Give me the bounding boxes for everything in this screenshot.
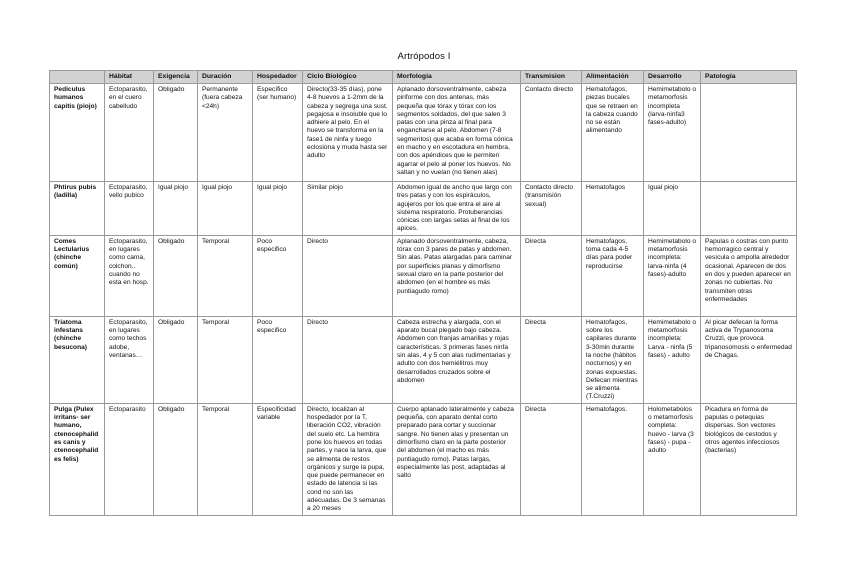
- cell-alimentacion: Hematofagos, toma cada 4-5 días para poder reproducirse: [582, 235, 644, 316]
- cell-ciclo: Similar piojo: [303, 182, 393, 236]
- cell-alimentacion: Hematofagos, sobre los capilares durante 3-30min durante la noche (hábitos nocturnos) y en zonas expuestas. Defecan mientras se alimenta (T.Cruzzi): [582, 316, 644, 403]
- cell-transmision: Contacto directo (transmisión sexual): [521, 182, 582, 236]
- cell-transmision: Contacto directo: [521, 84, 582, 182]
- table-header-row: [50, 71, 797, 84]
- cell-name: Comes Lectularius (chinche común): [50, 235, 105, 316]
- arthropod-table: [49, 70, 797, 516]
- header-cell-morfologia: Morfología: [393, 71, 521, 84]
- cell-exigencia: Obligado: [154, 235, 198, 316]
- cell-alimentacion: Hematofagos: [582, 182, 644, 236]
- header-cell-exigencia: Exigencia: [154, 71, 198, 84]
- table-row: [50, 235, 797, 316]
- cell-habitat: Ectoparasito, en lugares como techos adobe, ventanas…: [105, 316, 154, 403]
- cell-alimentacion: Hematofagos.: [582, 403, 644, 515]
- cell-morfologia: Aplanado dorsoventralmente, cabeza, tórax con 3 pares de patas y abdomen. Sin alas. Patas alargadas para caminar por superficies planas y dimorfismo sexual claro en la parte posterior del abdomen (en el hombre es más puntiagudo romo): [393, 235, 521, 316]
- cell-morfologia: Aplanado dorsoventralmente, cabeza piriforme con dos antenas, más pequeña que tórax y tórax con los segmentos soldados, del que salen 3 patas con una pinza al final para engancharse al pelo. Abdomen (7-8 segmentos) que acaba en forma cónica en macho y en escotadura en hembra, con dos apéndices que le permiten agarrar el pelo al poner los huevos. No saltan y no vuelan (no tienen alas): [393, 84, 521, 182]
- cell-transmision: Directa: [521, 316, 582, 403]
- cell-duracion: Temporal: [198, 235, 253, 316]
- cell-hospedador: Especificidad variable: [253, 403, 303, 515]
- cell-patologia: Papulas o costras con punto hemorragico central y vesícula o ampolla alrededor ocasional. Aparecen de dos en dos y pueden aparecer en zonas no cubiertas. No transmiten otras enfermedades: [701, 235, 797, 316]
- header-cell-patologia: Patología: [701, 71, 797, 84]
- header-cell-ciclo: Ciclo Biológico: [303, 71, 393, 84]
- header-cell-habitat: Hábitat: [105, 71, 154, 84]
- cell-morfologia: Abdomen igual de ancho que largo con tres patas y con los espiráculos, agujeros por los que entra el aire al sistema respiratorio. Protuberancias cónicas con largas setas al final de los apices.: [393, 182, 521, 236]
- cell-ciclo: Directo(33-35 días), pone 4-8 huevos a 1-2mm de la cabeza y segrega una sust. pegajosa e insoluble que lo adhiere al pelo. En el huevo se transforma en la fase1 de ninfa y luego eclosiona y muda hasta ser adulto: [303, 84, 393, 182]
- cell-morfologia: Cuerpo aplanado lateralmente y cabeza pequeña, con aparato dental corto preparado para cortar y succionar sangre. No tienen alas y presentan un dimorfismo claro en la parte posterior del abdomen (el macho es más puntiagudo romo). Patas largas, especialmente las post, adaptadas al salto: [393, 403, 521, 515]
- page-title: Artrópodos I: [397, 51, 451, 62]
- cell-exigencia: Obligado: [154, 316, 198, 403]
- cell-alimentacion: Hematofagos, piezas bucales que se retraen en la cabeza cuando no se están alimentando: [582, 84, 644, 182]
- cell-duracion: Igual piojo: [198, 182, 253, 236]
- cell-patologia: [701, 84, 797, 182]
- cell-name: Phtirus pubis (ladilla): [50, 182, 105, 236]
- cell-hospedador: Poco especifico: [253, 235, 303, 316]
- cell-hospedador: Igual piojo: [253, 182, 303, 236]
- cell-desarrollo: Hemimetabolo o metamorfosis incompleta (larva-ninfa3 fases-adulto): [644, 84, 701, 182]
- cell-exigencia: Obligado: [154, 84, 198, 182]
- cell-habitat: Ectoparasito, vello pubico: [105, 182, 154, 236]
- cell-desarrollo: Holometabolos o metamorfosis completa: huevo - larva (3 fases) - pupa - adulto: [644, 403, 701, 515]
- cell-patologia: Al picar defecan la forma activa de Trypanosoma Cruzzi, que provoca tripanosomosis o enfermedad de Chagas.: [701, 316, 797, 403]
- cell-desarrollo: Hemimetabolo o metamorfosis incompleta: larva-ninfa (4 fases)-adulto: [644, 235, 701, 316]
- cell-duracion: Temporal: [198, 403, 253, 515]
- cell-habitat: Ectoparasito, en lugares como cama, colchon.. cuando no esta en hosp.: [105, 235, 154, 316]
- cell-duracion: Temporal: [198, 316, 253, 403]
- cell-name: Pediculus humanos capitis (piojo): [50, 84, 105, 182]
- cell-ciclo: Directo: [303, 316, 393, 403]
- cell-morfologia: Cabeza estrecha y alargada, con el aparato bucal plegado bajo cabeza. Abdomen con franjas amarillas y rojas características. 3 primeras fases ninfa sin alas, 4 y 5 con alas rudimentarias y adulto con dos hemiélitros muy desarrollados cruzados sobre el abdomen: [393, 316, 521, 403]
- cell-transmision: Directa: [521, 235, 582, 316]
- cell-patologia: [701, 182, 797, 236]
- header-cell-name: [50, 71, 105, 84]
- cell-transmision: Directa: [521, 403, 582, 515]
- header-cell-desarrollo: Desarrollo: [644, 71, 701, 84]
- header-cell-transmision: Transmision: [521, 71, 582, 84]
- table-row: [50, 84, 797, 182]
- cell-name: Triatoma infestans (chinche besucona): [50, 316, 105, 403]
- header-cell-alimentacion: Alimentación: [582, 71, 644, 84]
- cell-hospedador: Específico (ser humano): [253, 84, 303, 182]
- cell-name: Pulga (Pulex irritans- ser humano, ctenocephalides canis y ctenocephalides felis): [50, 403, 105, 515]
- table-row: [50, 403, 797, 515]
- cell-desarrollo: Igual piojo: [644, 182, 701, 236]
- cell-habitat: Ectoparasito, en el cuero cabelludo: [105, 84, 154, 182]
- cell-habitat: Ectoparasito: [105, 403, 154, 515]
- cell-ciclo: Directo: [303, 235, 393, 316]
- cell-exigencia: Obligado: [154, 403, 198, 515]
- cell-hospedador: Poco especifico: [253, 316, 303, 403]
- table-row: [50, 316, 797, 403]
- cell-exigencia: Igual piojo: [154, 182, 198, 236]
- cell-desarrollo: Hemimetabolo o metamorfosis incompleta: Larva - ninfa (5 fases) - adulto: [644, 316, 701, 403]
- cell-ciclo: Directo, localizan al hospedador por la T, liberación CO2, vibración del suelo etc. La hembra pone los huevos en todas partes, y nace la larva, que se alimenta de restos orgánicos y surge la pupa, que puede permanecer en estado de latencia si las cond no son las adecuadas. De 3 semanas a 20 meses: [303, 403, 393, 515]
- table-row: [50, 182, 797, 236]
- header-cell-hospedador: Hospedador: [253, 71, 303, 84]
- cell-duracion: Permanente (fuera cabeza <24h): [198, 84, 253, 182]
- cell-patologia: Picadura en forma de papulas o petequias dispersas. Son vectores biológicos de cestodos y otros agentes infecciosos (bacterias): [701, 403, 797, 515]
- header-cell-duracion: Duración: [198, 71, 253, 84]
